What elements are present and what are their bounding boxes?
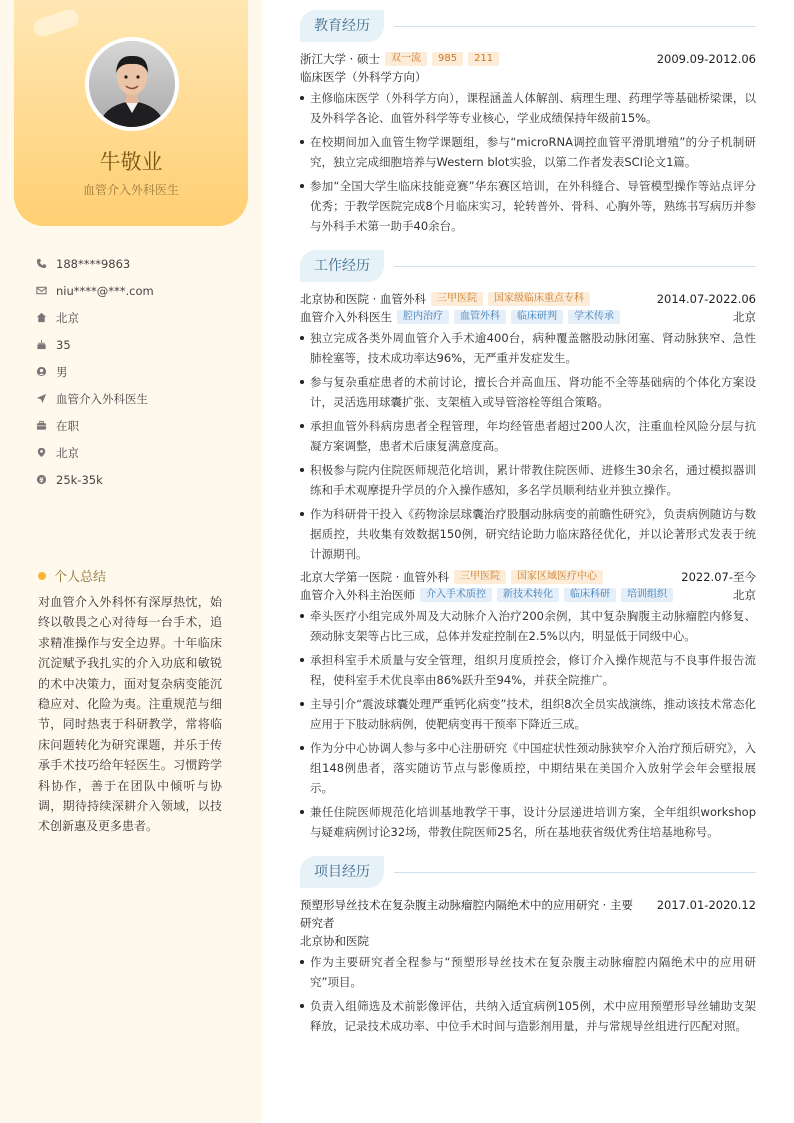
city: 北京: [733, 588, 756, 602]
org-tag: 国家区域医疗中心: [511, 570, 603, 584]
list-item: 积极参与院内住院医师规范化培训，累计带教住院医师、进修生30余名，通过模拟器训练和手术观摩提升学员的介入操作感知，多名学员顺利结业并独立操作。: [300, 460, 756, 500]
mail-icon: [36, 285, 47, 296]
work-bullets: [300, 606, 756, 842]
major: 临床医学（外科学方向）: [300, 70, 427, 84]
list-item: 独立完成各类外周血管介入手术逾400台，病种覆盖髂股动脉闭塞、肾动脉狭窄、急性肺栓塞等，技术成功率达96%，无严重并发症发生。: [300, 328, 756, 368]
list-item: 承担科室手术质量与安全管理，组织月度质控会，修订介入操作规范与不良事件报告流程，使科室手术优良率由86%跃升至94%，并获全院推广。: [300, 650, 756, 690]
position-tag: 学术传承: [568, 310, 620, 324]
list-item: 作为科研骨干投入《药物涂层球囊治疗股腘动脉病变的前瞻性研究》，负责病例随访与数据质控，共收集有效数据150例，研究结论助力临床路径优化，并以论著形式发表于统计源期刊。: [300, 504, 756, 564]
main-content: [300, 10, 756, 1040]
org-tag: 国家级临床重点专科: [488, 292, 590, 306]
contact-city: 北京: [36, 439, 246, 466]
send-icon: [36, 393, 47, 404]
period: 2017.01-2020.12: [656, 898, 756, 912]
period: 2022.07-至今: [681, 570, 756, 584]
position-tag: 培训组织: [621, 588, 673, 602]
list-item: 作为分中心协调人参与多中心注册研究《中国症状性颈动脉狭窄介入治疗预后研究》，入组148例患者，落实随访节点与影像质控，中期结果在美国介入放射学会年会壁报展示。: [300, 738, 756, 798]
period: 2009.09-2012.06: [656, 52, 756, 66]
org-name: 北京协和医院 · 血管外科: [300, 292, 426, 306]
project-org: 北京协和医院: [300, 934, 369, 948]
briefcase-icon: [36, 420, 47, 431]
contact-status: 在职: [36, 412, 246, 439]
contact-home: 北京: [36, 304, 246, 331]
school-tag: 211: [468, 52, 499, 66]
home-icon: [36, 312, 47, 323]
school-name: 浙江大学 · 硕士: [300, 52, 380, 66]
contact-target-position: 血管介入外科医生: [36, 385, 246, 412]
section-divider: [394, 26, 756, 27]
profile-title: 血管介入外科医生: [82, 183, 179, 197]
section-title: 工作经历: [300, 250, 384, 282]
summary-text: 对血管介入外科怀有深厚热忱，始终以敬畏之心对待每一台手术，追求精准操作与安全边界。十年临床沉淀赋予我扎实的介入功底和敏锐的术中决策力，面对复杂病变能沉稳应对、化险为夷。注重规范与细节，同时热衷于科研教学，常将临床问题转化为研究课题，并乐于传承手术技巧给年轻医生。习惯跨学科协作，善于在团队中倾听与协调，期待持续深耕介入领域，以技术创新惠及更多患者。: [38, 595, 222, 834]
list-item: 承担血管外科病房患者全程管理，年均经管患者超过200人次，注重血栓风险分层与抗凝方案调整，患者术后康复满意度高。: [300, 416, 756, 456]
position-name: 血管介入外科主治医师: [300, 588, 415, 602]
gender-icon: [36, 366, 47, 377]
list-item: 主修临床医学（外科学方向），课程涵盖人体解剖、病理生理、药理学等基础桥梁课，以及外科学各论、血管外科学等专业核心，学业成绩保持年级前15%。: [300, 88, 756, 128]
position-tag: 介入手术质控: [420, 588, 492, 602]
org-tag: 三甲医院: [454, 570, 506, 584]
profile-name: 牛敬业: [99, 150, 163, 174]
education-bullets: [300, 88, 756, 236]
list-item: 参与复杂重症患者的术前讨论，擅长合并高血压、肾功能不全等基础病的个体化方案设计，灵活选用球囊扩张、支架植入或导管溶栓等组合策略。: [300, 372, 756, 412]
org-name: 北京大学第一医院 · 血管外科: [300, 570, 449, 584]
school-tag: 985: [432, 52, 463, 66]
work-bullets: [300, 328, 756, 564]
list-item: 在校期间加入血管生物学课题组，参与“microRNA调控血管平滑肌增殖”的分子机制研究，独立完成细胞培养与Western blot实验，以第二作者发表SCI论文1篇。: [300, 132, 756, 172]
location-pin-icon: [36, 447, 47, 458]
projects-section-header: [300, 856, 756, 888]
position-name: 血管介入外科医生: [300, 310, 392, 324]
list-item: 负责入组筛选及术前影像评估，共纳入适宜病例105例，术中应用预塑形导丝辅助支架释放，记录技术成功率、中位手术时间与造影剂用量，并与常规导丝组进行匹配对照。: [300, 996, 756, 1036]
org-tag: 三甲医院: [431, 292, 483, 306]
contact-list: [36, 250, 246, 493]
bullet-dot-icon: [38, 572, 46, 580]
contact-phone: 188****9863: [36, 250, 246, 277]
salary-icon: [36, 474, 47, 485]
education-entry: [300, 50, 756, 236]
section-title: 教育经历: [300, 10, 384, 42]
list-item: 主导引介“震波球囊处理严重钙化病变”技术，组织8次全员实战演练，推动该技术常态化应用于下肢动脉病例，使靶病变再干预率下降近三成。: [300, 694, 756, 734]
position-tag: 临床研判: [511, 310, 563, 324]
city: 北京: [733, 310, 756, 324]
list-item: 作为主要研究者全程参与“预塑形导丝技术在复杂腹主动脉瘤腔内隔绝术中的应用研究”项目。: [300, 952, 756, 992]
position-tag: 临床科研: [564, 588, 616, 602]
summary-heading: 个人总结: [38, 566, 106, 585]
avatar: [85, 37, 179, 131]
work-entry: [300, 568, 756, 842]
list-item: 兼任住院医师规范化培训基地教学干事，设计分层递进培训方案，全年组织workshop与疑难病例讨论32场，带教住院医师25名，所在基地获省级优秀住培基地称号。: [300, 802, 756, 842]
work-entry: [300, 290, 756, 564]
work-section-header: [300, 250, 756, 282]
project-bullets: [300, 952, 756, 1036]
section-title: 项目经历: [300, 856, 384, 888]
contact-gender: 男: [36, 358, 246, 385]
school-tag: 双一流: [385, 52, 427, 66]
period: 2014.07-2022.06: [656, 292, 756, 306]
sidebar: [0, 0, 262, 1123]
section-divider: [394, 266, 756, 267]
contact-email: niu****@***.com: [36, 277, 246, 304]
phone-icon: [36, 258, 47, 269]
section-divider: [394, 872, 756, 873]
position-tag: 新技术转化: [497, 588, 559, 602]
list-item: 牵头医疗小组完成外周及大动脉介入治疗200余例，其中复杂胸腹主动脉瘤腔内修复、颈动脉支架等占比三成，总体并发症控制在2.5%以内，明显低于同级中心。: [300, 606, 756, 646]
position-tag: 腔内治疗: [397, 310, 449, 324]
contact-salary: 25k-35k: [36, 466, 246, 493]
project-entry: [300, 896, 756, 1036]
position-tag: 血管外科: [454, 310, 506, 324]
list-item: 参加“全国大学生临床技能竞赛”华东赛区培训，在外科缝合、导管模型操作等站点评分优秀；于教学医院完成8个月临床实习，轮转普外、骨科、心胸外等，熟练书写病历并参与外科手术第一助手40余台。: [300, 176, 756, 236]
avatar-portrait-icon: [89, 41, 175, 127]
education-section-header: [300, 10, 756, 42]
cake-icon: [36, 339, 47, 350]
contact-age: 35: [36, 331, 246, 358]
project-name: 预塑形导丝技术在复杂腹主动脉瘤腔内隔绝术中的应用研究 · 主要研究者: [300, 898, 633, 930]
